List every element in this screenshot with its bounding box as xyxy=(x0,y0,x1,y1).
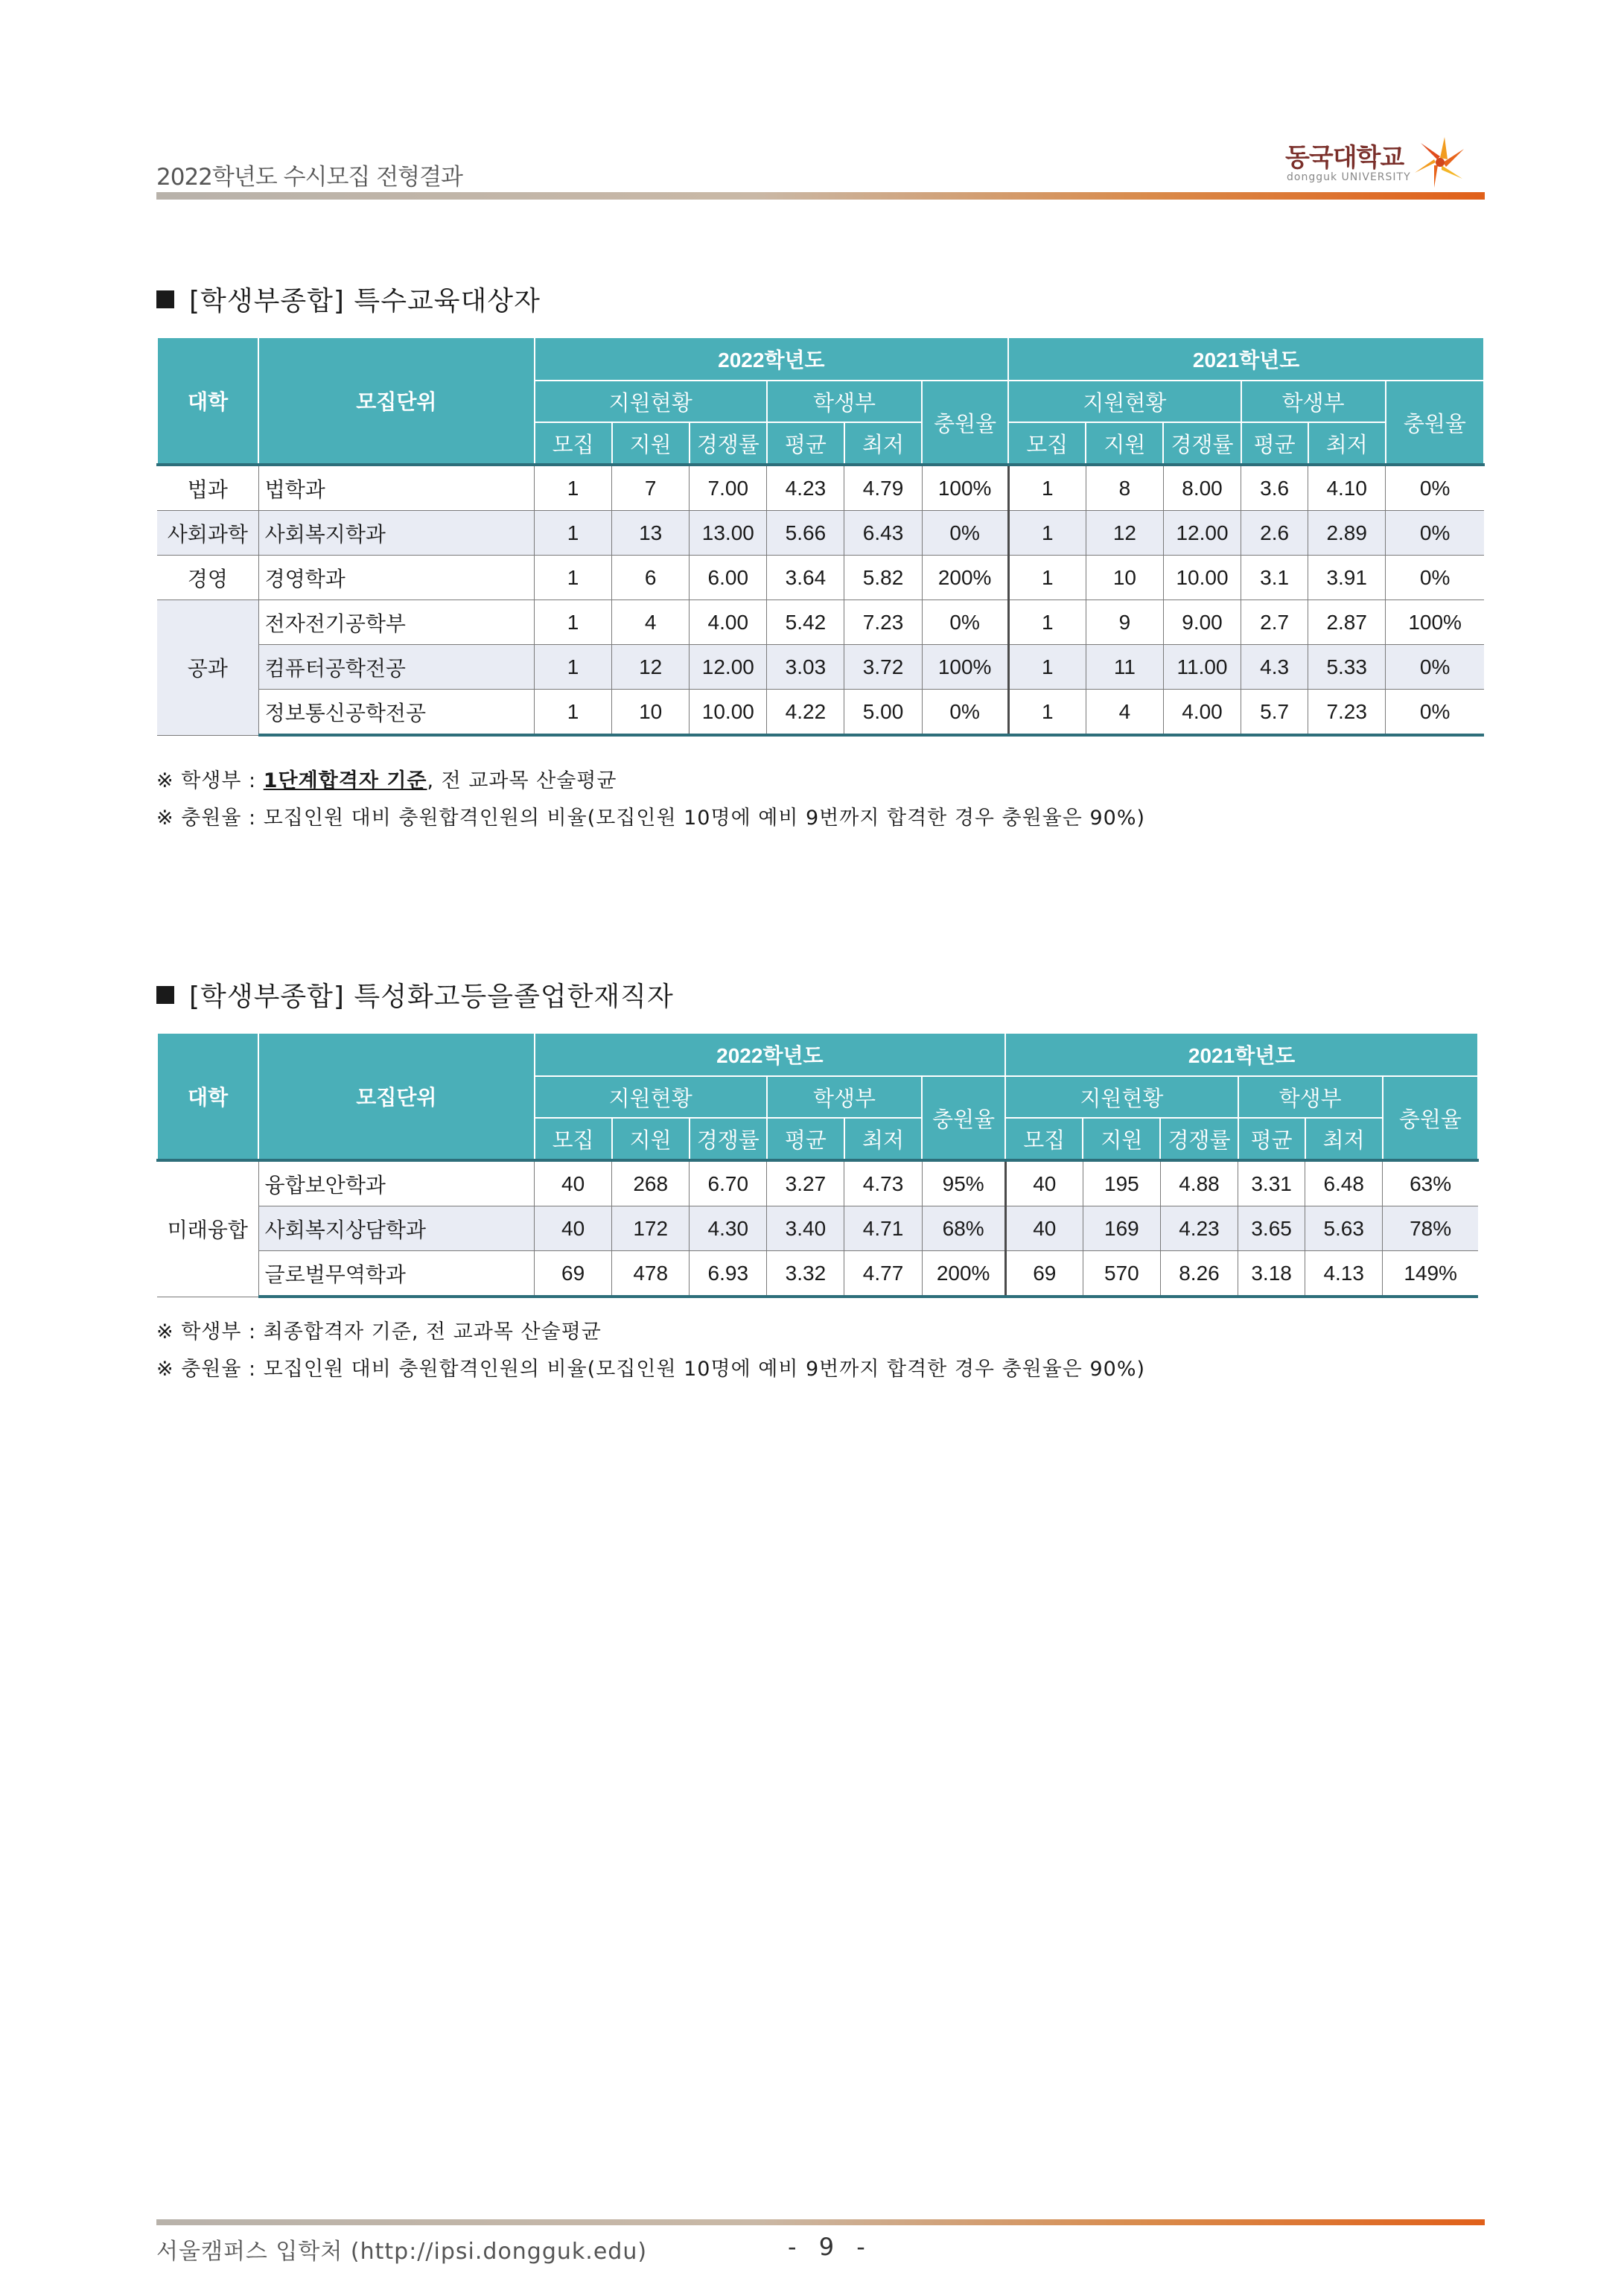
value-cell: 7 xyxy=(612,465,690,511)
header-fill-rate: 충원율 xyxy=(1386,381,1484,465)
value-cell: 3.64 xyxy=(767,556,844,600)
value-cell: 8.26 xyxy=(1160,1251,1238,1297)
header-average: 평균 xyxy=(1241,422,1308,465)
header-competition: 경쟁률 xyxy=(690,422,767,465)
value-cell: 1 xyxy=(535,690,612,736)
value-cell: 2.89 xyxy=(1308,511,1386,556)
value-cell: 3.27 xyxy=(767,1160,844,1206)
value-cell: 11 xyxy=(1086,645,1163,690)
document-header-title: 2022학년도 수시모집 전형결과 xyxy=(156,164,463,191)
value-cell: 5.42 xyxy=(767,600,844,645)
value-cell: 4 xyxy=(612,600,690,645)
value-cell: 10.00 xyxy=(1163,556,1241,600)
value-cell: 0% xyxy=(1386,690,1484,736)
unit-cell: 경영학과 xyxy=(258,556,534,600)
header-recruit: 모집 xyxy=(535,422,612,465)
header-unit: 모집단위 xyxy=(258,337,534,465)
value-cell: 1 xyxy=(1008,690,1086,736)
value-cell: 100% xyxy=(1386,600,1484,645)
header-apply: 지원 xyxy=(1083,1118,1160,1160)
value-cell: 3.91 xyxy=(1308,556,1386,600)
value-cell: 4.22 xyxy=(767,690,844,736)
value-cell: 6.00 xyxy=(690,556,767,600)
results-table-special-education xyxy=(156,337,1485,737)
value-cell: 149% xyxy=(1383,1251,1478,1297)
header-year-2021: 2021학년도 xyxy=(1005,1033,1478,1076)
header-fill-rate: 충원율 xyxy=(922,381,1008,465)
note-record-criteria: ※ 학생부 : 최종합격자 기준, 전 교과목 산술평균 xyxy=(156,1320,602,1343)
value-cell: 7.00 xyxy=(690,465,767,511)
value-cell: 8.00 xyxy=(1163,465,1241,511)
value-cell: 5.82 xyxy=(844,556,922,600)
value-cell: 100% xyxy=(922,645,1008,690)
value-cell: 6.93 xyxy=(690,1251,767,1297)
header-record: 학생부 xyxy=(1238,1076,1383,1118)
header-apply-status: 지원현황 xyxy=(1005,1076,1238,1118)
value-cell: 5.63 xyxy=(1305,1206,1383,1251)
table-row xyxy=(157,511,1484,556)
value-cell: 7.23 xyxy=(844,600,922,645)
header-recruit: 모집 xyxy=(535,1118,612,1160)
header-apply-status: 지원현황 xyxy=(1008,381,1241,422)
value-cell: 12 xyxy=(1086,511,1163,556)
value-cell: 0% xyxy=(922,511,1008,556)
value-cell: 570 xyxy=(1083,1251,1160,1297)
unit-cell: 사회복지학과 xyxy=(258,511,534,556)
value-cell: 0% xyxy=(1386,465,1484,511)
value-cell: 3.18 xyxy=(1238,1251,1305,1297)
value-cell: 4.71 xyxy=(844,1206,922,1251)
section-title-special-education xyxy=(156,280,541,318)
header-apply: 지원 xyxy=(612,422,690,465)
note-emphasis: 1단계합격자 기준 xyxy=(263,769,427,792)
note-fill-rate: ※ 충원율 : 모집인원 대비 충원합격인원의 비율(모집인원 10명에 예비 9번까지 합격한 경우 충원율은 90%) xyxy=(156,807,1146,830)
value-cell: 3.72 xyxy=(844,645,922,690)
footer-divider xyxy=(156,2219,1485,2225)
unit-cell: 사회복지상담학과 xyxy=(258,1206,534,1251)
header-year-2021: 2021학년도 xyxy=(1008,337,1484,381)
note-fill-rate: ※ 충원율 : 모집인원 대비 충원합격인원의 비율(모집인원 10명에 예비 9번까지 합격한 경우 충원율은 90%) xyxy=(156,1358,1146,1381)
value-cell: 3.1 xyxy=(1241,556,1308,600)
value-cell: 195 xyxy=(1083,1160,1160,1206)
value-cell: 4.73 xyxy=(844,1160,922,1206)
note-record-criteria xyxy=(156,764,617,793)
footer-office-url: 서울캠퍼스 입학처 (http://ipsi.dongguk.edu) xyxy=(156,2239,648,2265)
header-lowest: 최저 xyxy=(844,422,922,465)
value-cell: 4.00 xyxy=(690,600,767,645)
header-average: 평균 xyxy=(767,1118,844,1160)
value-cell: 4.79 xyxy=(844,465,922,511)
value-cell: 12.00 xyxy=(1163,511,1241,556)
value-cell: 6.48 xyxy=(1305,1160,1383,1206)
value-cell: 78% xyxy=(1383,1206,1478,1251)
note-suffix: , 전 교과목 산술평균 xyxy=(427,769,617,792)
unit-cell: 전자전기공학부 xyxy=(258,600,534,645)
header-lowest: 최저 xyxy=(844,1118,922,1160)
value-cell: 13 xyxy=(612,511,690,556)
header-competition: 경쟁률 xyxy=(1163,422,1241,465)
unit-cell: 융합보안학과 xyxy=(258,1160,534,1206)
value-cell: 2.6 xyxy=(1241,511,1308,556)
header-apply-status: 지원현황 xyxy=(535,1076,767,1118)
header-lowest: 최저 xyxy=(1308,422,1386,465)
header-competition: 경쟁률 xyxy=(1160,1118,1238,1160)
value-cell: 1 xyxy=(1008,556,1086,600)
header-recruit: 모집 xyxy=(1008,422,1086,465)
unit-cell: 정보통신공학전공 xyxy=(258,690,534,736)
header-average: 평균 xyxy=(767,422,844,465)
header-average: 평균 xyxy=(1238,1118,1305,1160)
college-cell: 경영 xyxy=(157,556,258,600)
logo-star-icon xyxy=(1410,133,1470,192)
value-cell: 3.32 xyxy=(767,1251,844,1297)
value-cell: 1 xyxy=(535,645,612,690)
page-number: - 9 - xyxy=(788,2233,873,2261)
table-row xyxy=(157,1251,1478,1297)
logo-english-text: dongguk UNIVERSITY xyxy=(1287,171,1411,183)
header-fill-rate: 충원율 xyxy=(922,1076,1005,1160)
value-cell: 13.00 xyxy=(690,511,767,556)
value-cell: 0% xyxy=(1386,511,1484,556)
value-cell: 3.40 xyxy=(767,1206,844,1251)
value-cell: 69 xyxy=(1005,1251,1083,1297)
value-cell: 200% xyxy=(922,1251,1005,1297)
value-cell: 9.00 xyxy=(1163,600,1241,645)
value-cell: 4.3 xyxy=(1241,645,1308,690)
value-cell: 478 xyxy=(612,1251,690,1297)
value-cell: 10 xyxy=(1086,556,1163,600)
value-cell: 3.6 xyxy=(1241,465,1308,511)
value-cell: 4.77 xyxy=(844,1251,922,1297)
value-cell: 40 xyxy=(535,1160,612,1206)
header-divider xyxy=(156,192,1485,200)
results-table-vocational-graduates xyxy=(156,1032,1479,1298)
unit-cell: 법학과 xyxy=(258,465,534,511)
table-row xyxy=(157,465,1484,511)
header-record: 학생부 xyxy=(1241,381,1386,422)
value-cell: 1 xyxy=(535,556,612,600)
value-cell: 4.13 xyxy=(1305,1251,1383,1297)
bullet-square-icon xyxy=(156,290,174,308)
section-title-text: [학생부종합] 특수교육대상자 xyxy=(189,286,541,317)
value-cell: 4.88 xyxy=(1160,1160,1238,1206)
value-cell: 3.31 xyxy=(1238,1160,1305,1206)
header-apply: 지원 xyxy=(1086,422,1163,465)
header-year-2022: 2022학년도 xyxy=(535,1033,1006,1076)
value-cell: 4.23 xyxy=(1160,1206,1238,1251)
header-college: 대학 xyxy=(157,1033,258,1160)
logo-korean-text: 동국대학교 xyxy=(1285,143,1404,173)
value-cell: 1 xyxy=(1008,600,1086,645)
header-fill-rate: 충원율 xyxy=(1383,1076,1478,1160)
header-lowest: 최저 xyxy=(1305,1118,1383,1160)
header-unit: 모집단위 xyxy=(258,1033,534,1160)
value-cell: 5.00 xyxy=(844,690,922,736)
bullet-square-icon xyxy=(156,986,174,1004)
table-row xyxy=(157,1160,1478,1206)
unit-cell: 컴퓨터공학전공 xyxy=(258,645,534,690)
value-cell: 4.10 xyxy=(1308,465,1386,511)
value-cell: 1 xyxy=(535,465,612,511)
college-cell: 공과 xyxy=(157,600,258,736)
unit-cell: 글로벌무역학과 xyxy=(258,1251,534,1297)
college-cell: 사회과학 xyxy=(157,511,258,556)
value-cell: 4.23 xyxy=(767,465,844,511)
value-cell: 1 xyxy=(1008,465,1086,511)
value-cell: 7.23 xyxy=(1308,690,1386,736)
value-cell: 6 xyxy=(612,556,690,600)
section-title-text: [학생부종합] 특성화고등을졸업한재직자 xyxy=(189,982,674,1012)
value-cell: 2.7 xyxy=(1241,600,1308,645)
value-cell: 169 xyxy=(1083,1206,1160,1251)
value-cell: 0% xyxy=(922,690,1008,736)
header-college: 대학 xyxy=(157,337,258,465)
table-row xyxy=(157,600,1484,645)
value-cell: 10.00 xyxy=(690,690,767,736)
value-cell: 40 xyxy=(535,1206,612,1251)
table-row xyxy=(157,690,1484,736)
value-cell: 5.66 xyxy=(767,511,844,556)
value-cell: 12.00 xyxy=(690,645,767,690)
table-row xyxy=(157,645,1484,690)
value-cell: 69 xyxy=(535,1251,612,1297)
value-cell: 6.43 xyxy=(844,511,922,556)
value-cell: 40 xyxy=(1005,1160,1083,1206)
value-cell: 63% xyxy=(1383,1160,1478,1206)
value-cell: 11.00 xyxy=(1163,645,1241,690)
value-cell: 100% xyxy=(922,465,1008,511)
value-cell: 4.00 xyxy=(1163,690,1241,736)
value-cell: 5.33 xyxy=(1308,645,1386,690)
value-cell: 172 xyxy=(612,1206,690,1251)
value-cell: 1 xyxy=(1008,645,1086,690)
value-cell: 9 xyxy=(1086,600,1163,645)
college-cell: 법과 xyxy=(157,465,258,511)
value-cell: 0% xyxy=(1386,556,1484,600)
value-cell: 4.30 xyxy=(690,1206,767,1251)
value-cell: 1 xyxy=(1008,511,1086,556)
value-cell: 12 xyxy=(612,645,690,690)
value-cell: 8 xyxy=(1086,465,1163,511)
header-apply: 지원 xyxy=(612,1118,690,1160)
header-competition: 경쟁률 xyxy=(690,1118,767,1160)
header-apply-status: 지원현황 xyxy=(535,381,767,422)
section-title-vocational-graduates xyxy=(156,976,674,1014)
value-cell: 200% xyxy=(922,556,1008,600)
value-cell: 6.70 xyxy=(690,1160,767,1206)
value-cell: 3.03 xyxy=(767,645,844,690)
value-cell: 1 xyxy=(535,511,612,556)
value-cell: 1 xyxy=(535,600,612,645)
value-cell: 10 xyxy=(612,690,690,736)
value-cell: 3.65 xyxy=(1238,1206,1305,1251)
value-cell: 68% xyxy=(922,1206,1005,1251)
value-cell: 5.7 xyxy=(1241,690,1308,736)
value-cell: 268 xyxy=(612,1160,690,1206)
header-record: 학생부 xyxy=(767,381,922,422)
header-recruit: 모집 xyxy=(1005,1118,1083,1160)
value-cell: 40 xyxy=(1005,1206,1083,1251)
value-cell: 4 xyxy=(1086,690,1163,736)
value-cell: 95% xyxy=(922,1160,1005,1206)
table-row xyxy=(157,556,1484,600)
header-year-2022: 2022학년도 xyxy=(535,337,1009,381)
note-prefix: ※ 학생부 : xyxy=(156,769,264,792)
college-cell: 미래융합 xyxy=(157,1160,258,1297)
table-row xyxy=(157,1206,1478,1251)
university-logo xyxy=(1285,137,1479,189)
value-cell: 2.87 xyxy=(1308,600,1386,645)
value-cell: 0% xyxy=(922,600,1008,645)
value-cell: 0% xyxy=(1386,645,1484,690)
header-record: 학생부 xyxy=(767,1076,922,1118)
